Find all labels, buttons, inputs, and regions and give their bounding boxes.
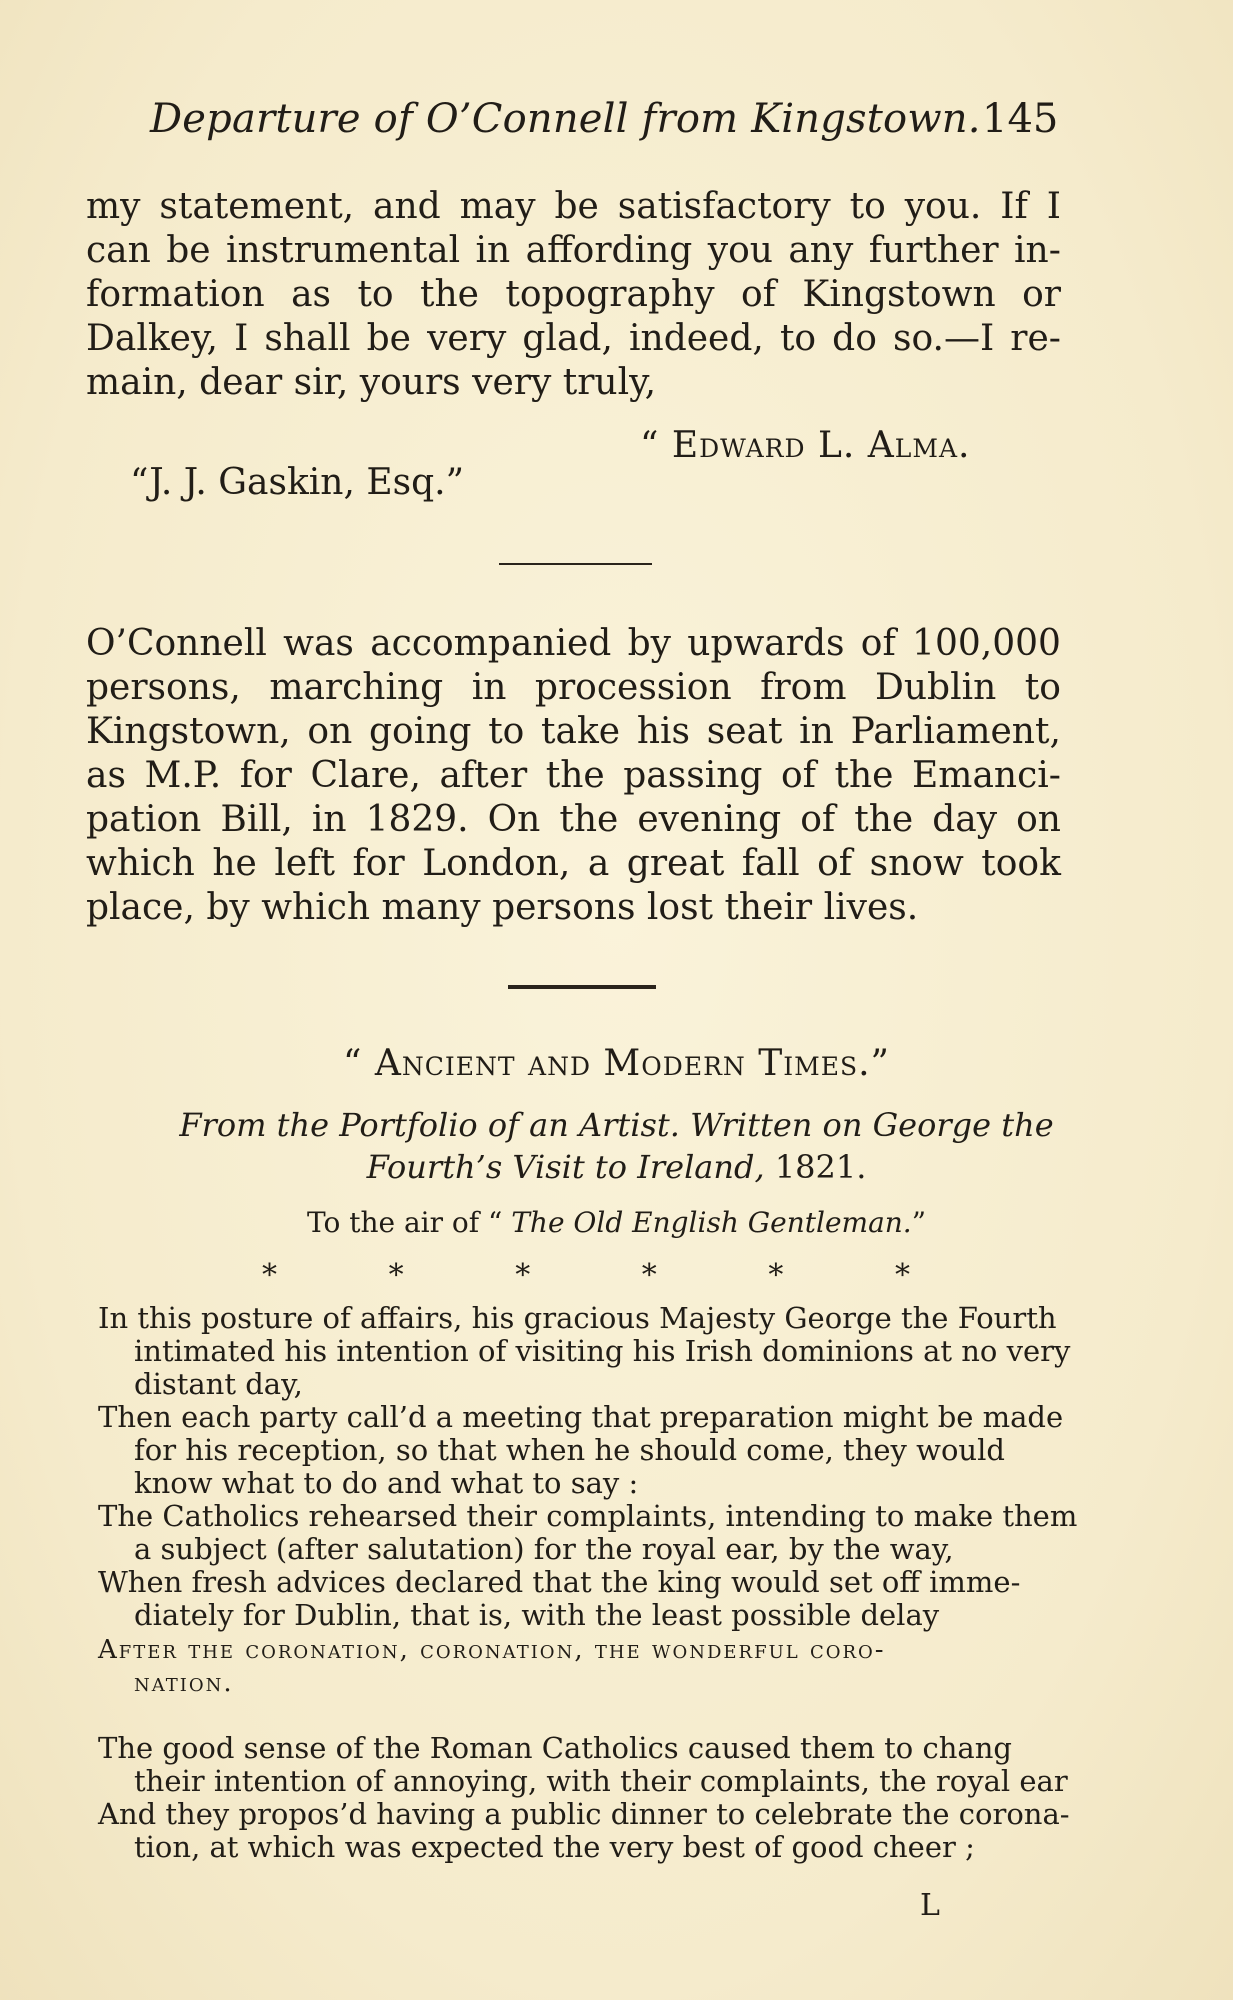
letter-line: my statement, and may be satisfactory to you. If I <box>86 186 1061 227</box>
paragraph-line: persons, marching in procession from Dublin to <box>86 667 1061 708</box>
verse-refrain-line: After the coronation, coronation, the wonderful coro- <box>98 1635 886 1665</box>
section-subtitle-line1: From the Portfolio of an Artist. Written on George the <box>179 1106 1054 1144</box>
star: * <box>262 1258 277 1293</box>
section-divider <box>499 563 652 565</box>
verse-line: diately for Dublin, that is, with the least possible delay <box>134 1598 940 1632</box>
page-number: 145 <box>982 96 1059 142</box>
air-note: To the air of “ The Old English Gentleman.” <box>306 1206 927 1239</box>
letter-line: main, dear sir, yours very truly, <box>86 362 657 403</box>
verse-line: And they propos’d having a public dinner to celebrate the corona- <box>98 1797 1070 1831</box>
paragraph-line: which he left for London, a great fall of snow took <box>86 843 1061 884</box>
verse-line: for his reception, so that when he should come, they would <box>134 1433 1005 1467</box>
asterism <box>262 1258 910 1293</box>
verse-refrain-line: nation. <box>134 1668 234 1698</box>
letter-signature: “ Edward L. Alma. <box>640 425 971 466</box>
star: * <box>894 1258 910 1293</box>
verse-line: their intention of annoying, with their complaints, the royal ear <box>134 1764 1068 1798</box>
verse-line: In this posture of affairs, his gracious Majesty George the Fourth <box>98 1301 1057 1335</box>
printer-signature-mark: L <box>920 1888 940 1923</box>
star: * <box>388 1258 404 1293</box>
star: * <box>768 1258 784 1293</box>
verse-line: a subject (after salutation) for the royal ear, by the way, <box>134 1532 954 1566</box>
section-divider-thick <box>508 985 656 989</box>
running-header-title: Departure of O’Connell from Kingstown. <box>150 96 981 142</box>
paragraph-line: Kingstown, on going to take his seat in Parliament, <box>86 711 1061 752</box>
section-title: “ Ancient and Modern Times.” <box>343 1043 890 1084</box>
verse-line: Then each party call’d a meeting that preparation might be made <box>98 1400 1064 1434</box>
letter-line: Dalkey, I shall be very glad, indeed, to do so.—I re- <box>86 318 1061 359</box>
verse-line: When fresh advices declared that the king would set off imme- <box>98 1565 1021 1599</box>
letter-line: formation as to the topography of Kingstown or <box>86 274 1061 315</box>
section-subtitle-line2: Fourth’s Visit to Ireland, 1821. <box>366 1148 867 1186</box>
star: * <box>515 1258 531 1293</box>
star: * <box>641 1258 657 1293</box>
letter-addressee: “J. J. Gaskin, Esq.” <box>130 462 465 503</box>
paragraph-line: place, by which many persons lost their lives. <box>86 887 919 928</box>
verse-line: distant day, <box>134 1367 303 1401</box>
verse-line: The Catholics rehearsed their complaints, intending to make them <box>98 1499 1078 1533</box>
verse-line: tion, at which was expected the very best of good cheer ; <box>134 1830 975 1864</box>
paragraph-line: O’Connell was accompanied by upwards of 100,000 <box>86 623 1061 664</box>
verse-line: intimated his intention of visiting his Irish dominions at no very <box>134 1334 1071 1368</box>
paragraph-line: as M.P. for Clare, after the passing of the Emanci- <box>86 755 1061 796</box>
letter-line: can be instrumental in affording you any further in- <box>86 230 1061 271</box>
paragraph-line: pation Bill, in 1829. On the evening of the day on <box>86 799 1061 840</box>
verse-line: The good sense of the Roman Catholics caused them to chang <box>98 1731 1012 1765</box>
verse-line: know what to do and what to say : <box>134 1466 639 1500</box>
